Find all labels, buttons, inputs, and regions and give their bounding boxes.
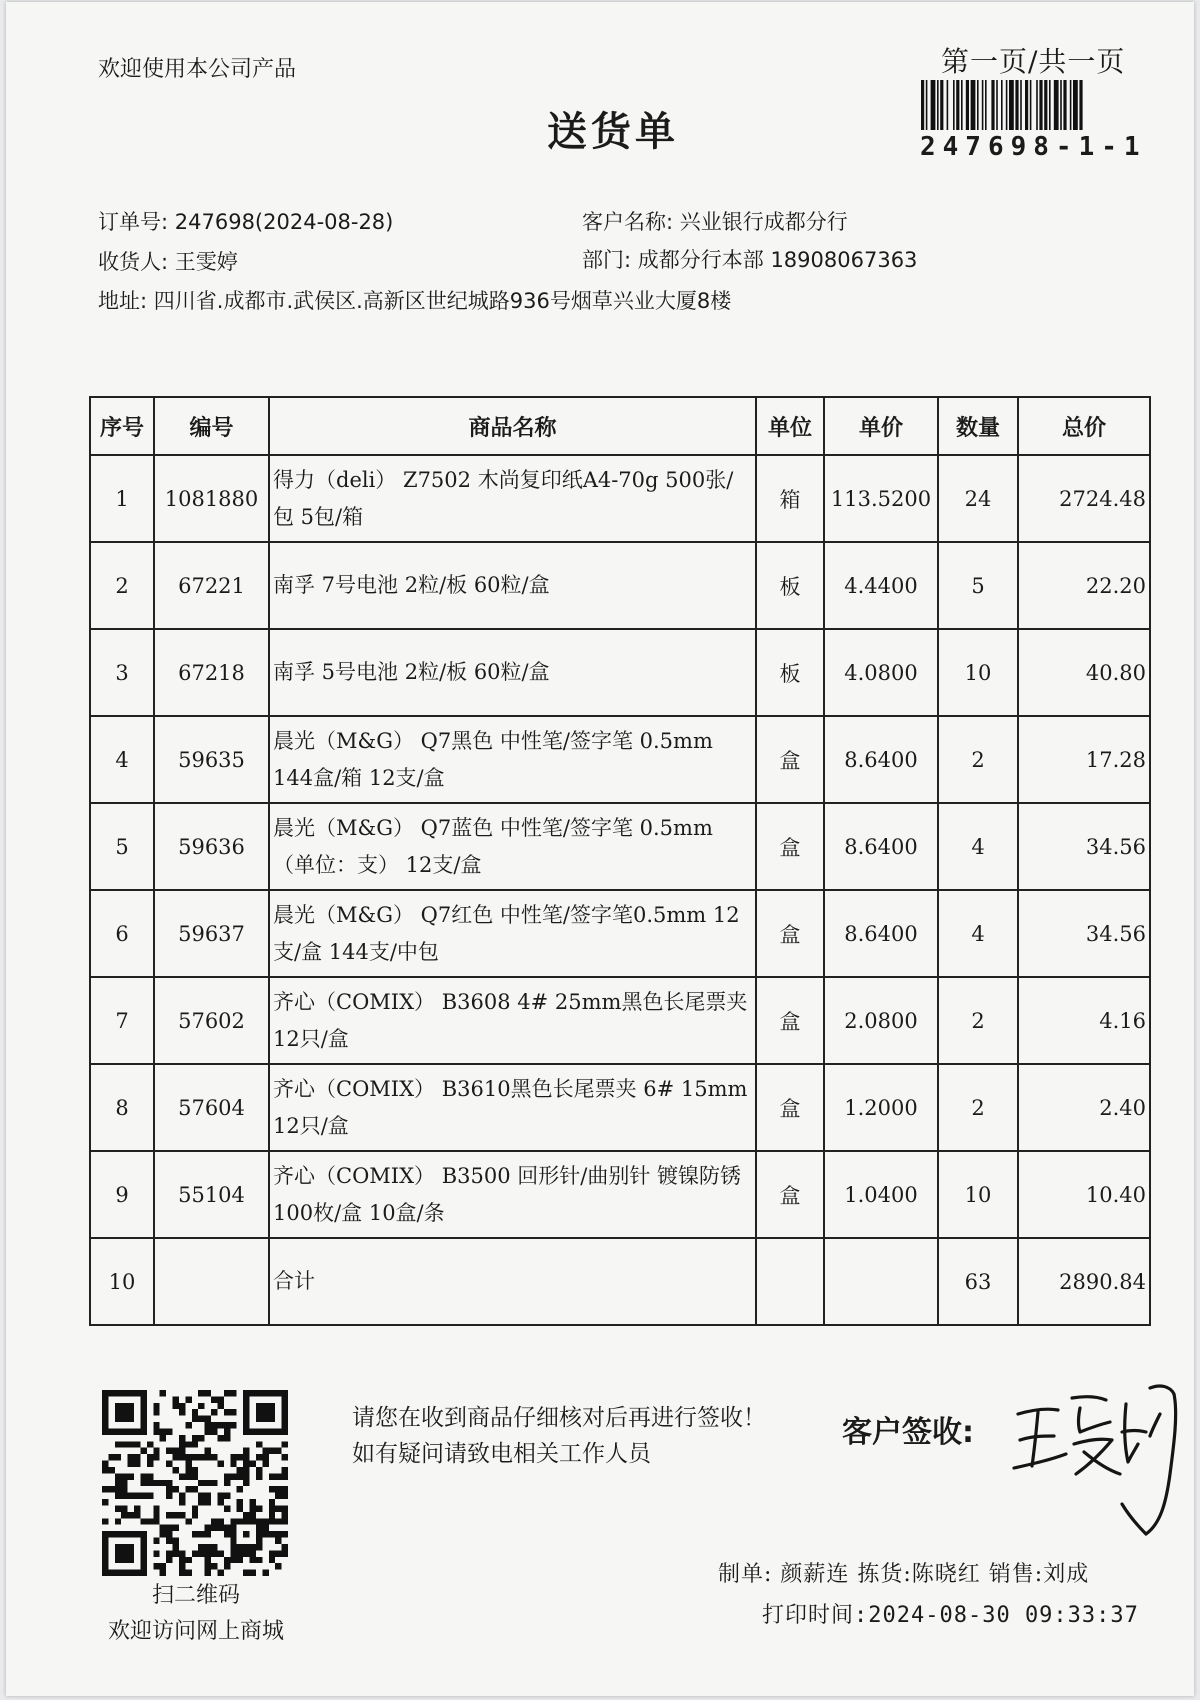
- cell-seq: 5: [90, 803, 154, 890]
- cell-product-name: 齐心（COMIX） B3608 4# 25mm黑色长尾票夹 12只/盒: [269, 977, 756, 1064]
- cell-quantity: 2: [938, 977, 1018, 1064]
- cell-seq: 1: [90, 455, 154, 542]
- customer-label: 客户名称:: [582, 210, 674, 234]
- cell-code: 57604: [154, 1064, 269, 1151]
- cell-total: 4.16: [1018, 977, 1150, 1064]
- barcode-image: [921, 80, 1139, 130]
- cell-code: 67221: [154, 542, 269, 629]
- cell-seq: 6: [90, 890, 154, 977]
- cell-seq: 2: [90, 542, 154, 629]
- cell-quantity: 10: [938, 1151, 1018, 1238]
- department-field: [582, 244, 917, 274]
- print-time: 打印时间:2024-08-30 09:33:37: [762, 1603, 1139, 1628]
- cell-product-name: 齐心（COMIX） B3610黑色长尾票夹 6# 15mm 12只/盒: [269, 1064, 756, 1151]
- header-quantity: 数量: [938, 397, 1018, 455]
- cell-seq: 10: [90, 1238, 154, 1325]
- cell-product-name: 合计: [269, 1238, 756, 1325]
- cell-unit: 盒: [756, 1064, 824, 1151]
- cell-seq: 7: [90, 977, 154, 1064]
- cell-unit: 箱: [756, 455, 824, 542]
- cell-seq: 3: [90, 629, 154, 716]
- welcome-text: 欢迎使用本公司产品: [98, 57, 297, 82]
- cell-quantity: 2: [938, 716, 1018, 803]
- order-number-field: [98, 206, 393, 236]
- cell-code: 67218: [154, 629, 269, 716]
- cell-total: 34.56: [1018, 890, 1150, 977]
- table-header-row: [90, 397, 1150, 455]
- cell-total: 2890.84: [1018, 1238, 1150, 1325]
- header-unit-price: 单价: [824, 397, 938, 455]
- cell-code: 55104: [154, 1151, 269, 1238]
- table-row: [90, 629, 1150, 716]
- cell-unit-price: 8.6400: [824, 803, 938, 890]
- cell-code: [154, 1238, 269, 1325]
- cell-product-name: 晨光（M&G） Q7蓝色 中性笔/签字笔 0.5mm （单位：支） 12支/盒: [269, 803, 756, 890]
- cell-unit-price: 4.4400: [824, 542, 938, 629]
- cell-seq: 9: [90, 1151, 154, 1238]
- table-row: [90, 890, 1150, 977]
- customer-sign-label: 客户签收:: [842, 1415, 974, 1450]
- table-row: [90, 716, 1150, 803]
- address-label: 地址:: [98, 289, 148, 313]
- cell-total: 22.20: [1018, 542, 1150, 629]
- cell-unit: 盒: [756, 977, 824, 1064]
- order-number-value: 247698(2024-08-28): [174, 210, 394, 234]
- cell-code: 1081880: [154, 455, 269, 542]
- cell-quantity: 2: [938, 1064, 1018, 1151]
- cell-quantity: 5: [938, 542, 1018, 629]
- cell-unit-price: 1.2000: [824, 1064, 938, 1151]
- document-title: 送货单: [547, 108, 679, 155]
- cell-unit: 盒: [756, 1151, 824, 1238]
- cell-code: 57602: [154, 977, 269, 1064]
- cell-code: 59637: [154, 890, 269, 977]
- qr-caption-line2: 欢迎访问网上商城: [107, 1619, 284, 1644]
- cell-product-name: 得力（deli） Z7502 木尚复印纸A4-70g 500张/包 5包/箱: [269, 455, 756, 542]
- customer-field: [582, 206, 848, 236]
- table-row: [90, 1151, 1150, 1238]
- page-indicator: 第一页/共一页: [941, 45, 1126, 78]
- cell-product-name: 南孚 5号电池 2粒/板 60粒/盒: [269, 629, 756, 716]
- cell-code: 59635: [154, 716, 269, 803]
- order-number-label: 订单号:: [98, 210, 169, 234]
- cell-unit: 盒: [756, 890, 824, 977]
- cell-unit-price: 2.0800: [824, 977, 938, 1064]
- cell-unit-price: 8.6400: [824, 890, 938, 977]
- cell-quantity: 4: [938, 803, 1018, 890]
- cell-unit-price: 113.5200: [824, 455, 938, 542]
- cell-quantity: 24: [938, 455, 1018, 542]
- header-unit: 单位: [756, 397, 824, 455]
- handwritten-signature: [1010, 1374, 1188, 1564]
- cell-unit: 板: [756, 542, 824, 629]
- qr-caption-line1: 扫二维码: [151, 1583, 240, 1608]
- department-label: 部门:: [582, 248, 632, 272]
- notice-text: 请您在收到商品仔细核对后再进行签收！如有疑问请致电相关工作人员: [352, 1405, 766, 1467]
- cell-total: 34.56: [1018, 803, 1150, 890]
- cell-quantity: 4: [938, 890, 1018, 977]
- department-value: 成都分行本部 18908067363: [637, 248, 918, 272]
- table-row: [90, 803, 1150, 890]
- delivery-note-page: [6, 2, 1194, 1696]
- header-total: 总价: [1018, 397, 1150, 455]
- qr-caption: [84, 1578, 308, 1650]
- cell-quantity: 10: [938, 629, 1018, 716]
- cell-unit-price: 4.0800: [824, 629, 938, 716]
- cell-unit-price: 1.0400: [824, 1151, 938, 1238]
- cell-product-name: 齐心（COMIX） B3500 回形针/曲别针 镀镍防锈 100枚/盒 10盒/条: [269, 1151, 756, 1238]
- header-product-name: 商品名称: [269, 397, 756, 455]
- cell-quantity: 63: [938, 1238, 1018, 1325]
- cell-total: 10.40: [1018, 1151, 1150, 1238]
- barcode-number: 247698-1-1: [920, 132, 1147, 162]
- table-row: [90, 455, 1150, 542]
- table-row: [90, 977, 1150, 1064]
- address-value: 四川省.成都市.武侯区.高新区世纪城路936号烟草兴业大厦8楼: [153, 289, 732, 313]
- table-row: [90, 1238, 1150, 1325]
- cell-total: 40.80: [1018, 629, 1150, 716]
- address-field: [98, 285, 731, 315]
- cell-unit: [756, 1238, 824, 1325]
- header-code: 编号: [154, 397, 269, 455]
- cell-seq: 4: [90, 716, 154, 803]
- cell-product-name: 晨光（M&G） Q7黑色 中性笔/签字笔 0.5mm 144盒/箱 12支/盒: [269, 716, 756, 803]
- cell-total: 2724.48: [1018, 455, 1150, 542]
- customer-value: 兴业银行成都分行: [679, 210, 848, 234]
- cell-unit: 盒: [756, 716, 824, 803]
- receiver-value: 王雯婷: [174, 250, 238, 274]
- cell-code: 59636: [154, 803, 269, 890]
- items-table: [89, 396, 1151, 1326]
- cell-product-name: 晨光（M&G） Q7红色 中性笔/签字笔0.5mm 12支/盒 144支/中包: [269, 890, 756, 977]
- cell-unit-price: [824, 1238, 938, 1325]
- cell-seq: 8: [90, 1064, 154, 1151]
- cell-unit: 盒: [756, 803, 824, 890]
- receiver-label: 收货人:: [98, 250, 169, 274]
- qr-code-image: [102, 1390, 288, 1576]
- table-row: [90, 1064, 1150, 1151]
- table-row: [90, 542, 1150, 629]
- cell-total: 2.40: [1018, 1064, 1150, 1151]
- cell-unit-price: 8.6400: [824, 716, 938, 803]
- header-seq: 序号: [90, 397, 154, 455]
- staff-info: 制单: 颜薪连 拣货:陈晓红 销售:刘成: [718, 1562, 1090, 1587]
- cell-unit: 板: [756, 629, 824, 716]
- cell-product-name: 南孚 7号电池 2粒/板 60粒/盒: [269, 542, 756, 629]
- receiver-field: [98, 246, 238, 276]
- cell-total: 17.28: [1018, 716, 1150, 803]
